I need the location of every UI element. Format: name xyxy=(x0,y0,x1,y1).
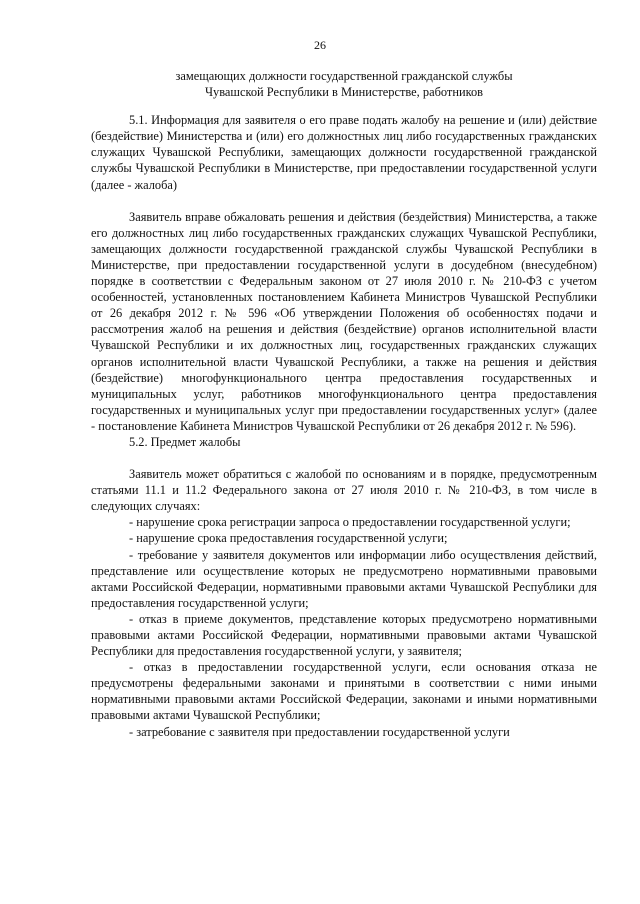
list-item: - отказ в предоставлении государственной услуги, если основания отказа не предусмотрены федеральными законами и принятыми в соответствии с ними иными нормативными правовыми актами Российской Федерации, законами и иными нормативными правовыми актами Чувашской Республики; xyxy=(91,660,597,723)
applicant-rights-paragraph: Заявитель вправе обжаловать решения и действия (бездействия) Министерства, а также его должностных лиц либо государственных гражданских служащих Чувашской Республики, замещающих должности государственной гражданской службы Чувашской Республики в Министерстве, при предоставлении государственной услуги в досудебном (внесудебном) порядке в соответствии с Федеральным законом от 27 июля 2010 г. № 210-ФЗ с учетом особенностей, установленных постановлением Кабинета Министров Чувашской Республики от 26 декабря 2012 г. № 596 «Об утверждении Положения об особенностях подачи и рассмотрения жалоб на решения и действия (бездействие) органов исполнительной власти Чувашской Республики и их должностных лиц, государственных гражданских служащих органов исполнительной власти Чувашской Республики, а также на решения и действия (бездействие) многофункционального центра предоставления государственных и муниципальных услуг, работников многофункционального центра предоставления государственных и муниципальных услуг при предоставлении государственных услуг» (далее - постановление Кабинета Министров Чувашской Республики от 26 декабря 2012 г. № 596). xyxy=(91,209,597,433)
section-5-1-paragraph: 5.1. Информация для заявителя о его праве подать жалобу на решение и (или) действие (бездействие) Министерства и (или) его должностных лиц либо государственных гражданских служащих Чувашской Республики, замещающих должности государственной гражданской службы Чувашской Республики в Министерстве, при предоставлении государственной услуги (далее - жалоба) xyxy=(91,113,597,192)
page-number: 26 xyxy=(314,38,326,52)
section-5-2-title: 5.2. Предмет жалобы xyxy=(129,434,241,449)
section-heading xyxy=(91,68,597,100)
list-item: - нарушение срока предоставления государственной услуги; xyxy=(129,531,448,546)
document-body xyxy=(91,68,597,740)
list-item: - требование у заявителя документов или информации либо осуществления действий, представление или осуществление которых не предусмотрено нормативными правовыми актами Российской Федерации, нормативными правовыми актами Чувашской Республики для предоставления государственной услуги; xyxy=(91,547,597,610)
section-5-2-intro: Заявитель может обратиться с жалобой по основаниям и в порядке, предусмотренным статьями 11.1 и 11.2 Федерального закона от 27 июля 2010 г. № 210-ФЗ, в том числе в следующих случаях: xyxy=(91,467,597,514)
list-item: - отказ в приеме документов, представление которых предусмотрено нормативными правовыми актами Российской Федерации, нормативными правовыми актами Чувашской Республики для предоставления государственной услуги, у заявителя; xyxy=(91,611,597,659)
heading-line-1: замещающих должности государственной гражданской службы xyxy=(175,69,513,83)
list-item: - нарушение срока регистрации запроса о предоставлении государственной услуги; xyxy=(129,515,571,530)
list-item: - затребование с заявителя при предоставлении государственной услуги xyxy=(129,724,510,739)
heading-line-2: Чувашской Республики в Министерстве, работников xyxy=(204,85,484,100)
